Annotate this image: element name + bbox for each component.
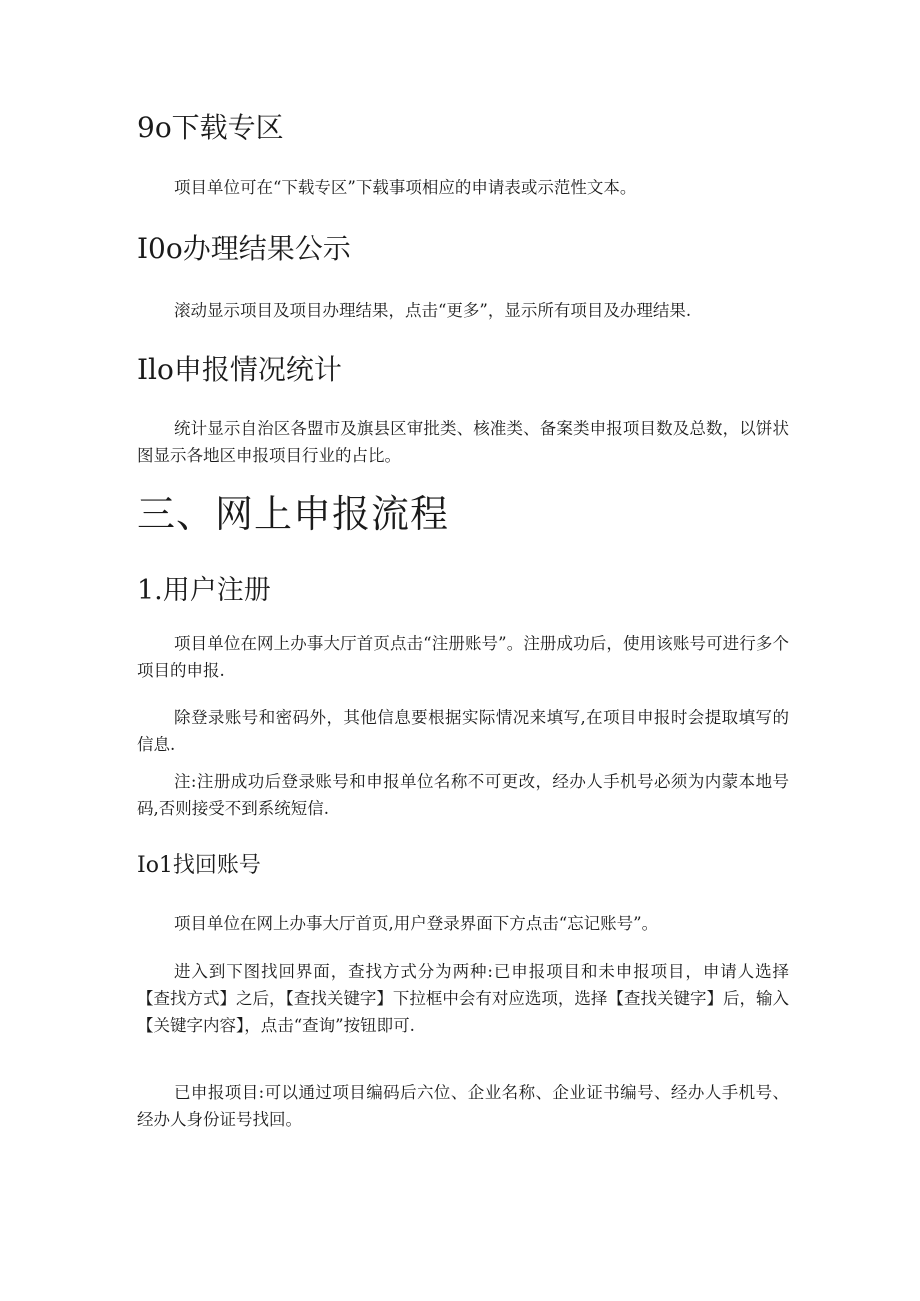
paragraph-register-2: 除登录账号和密码外，其他信息要根据实际情况来填写,在项目申报时会提取填写的信息. xyxy=(137,708,789,754)
paragraph-recover-3: 已申报项目:可以通过项目编码后六位、企业名称、企业证书编号、经办人手机号、经办人身份证号找回。 xyxy=(137,1083,789,1129)
chapter-heading-flow: 三、网上申报流程 xyxy=(137,492,450,536)
paragraph-recover-2: 进入到下图找回界面，查找方式分为两种:已申报项目和未申报项目，申请人选择【查找方式】之后，【查找关键字】下拉框中会有对应选项，选择【查找关键字】后，输入【关键字内容】，点击“查询”按钮即可. xyxy=(137,962,789,1035)
paragraph-stats: 统计显示自治区各盟市及旗县区审批类、核准类、备案类申报项目数及总数，以饼状图显示各地区申报项目行业的占比。 xyxy=(137,419,789,465)
paragraph-download: 项目单位可在“下载专区”下载事项相应的申请表或示范性文本。 xyxy=(174,178,637,197)
section-heading-recover: Io1找回账号 xyxy=(137,853,261,878)
paragraph-results: 滚动显示项目及项目办理结果，点击“更多”，显示所有项目及办理结果. xyxy=(174,301,692,320)
section-heading-download: 9o下载专区 xyxy=(137,111,284,144)
section-heading-results: I0o办理结果公示 xyxy=(137,232,351,265)
section-heading-register: 1.用户注册 xyxy=(137,575,271,606)
section-heading-stats: Ilo申报情况统计 xyxy=(137,353,342,386)
paragraph-recover-1: 项目单位在网上办事大厅首页,用户登录界面下方点击“忘记账号”。 xyxy=(174,914,659,933)
paragraph-register-note: 注:注册成功后登录账号和申报单位名称不可更改，经办人手机号必须为内蒙本地号码,否则接受不到系统短信. xyxy=(137,772,789,818)
paragraph-register-1: 项目单位在网上办事大厅首页点击“注册账号”。注册成功后，使用该账号可进行多个项目的申报. xyxy=(137,634,789,680)
